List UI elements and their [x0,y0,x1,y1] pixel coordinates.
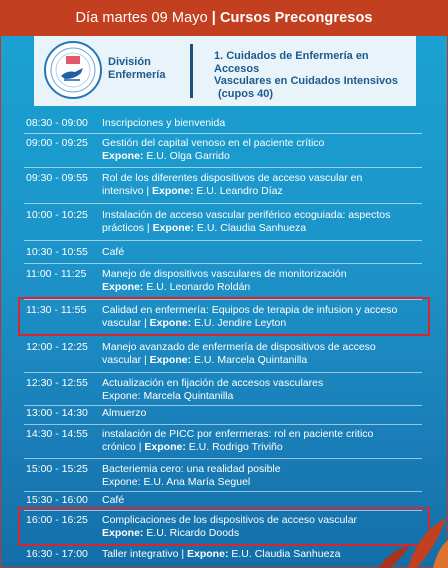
course-title-line1: 1. Cuidados de Enfermería en Accesos [214,50,369,75]
session-line [102,407,424,420]
session-time: 12:00 - 12:25 [26,341,88,353]
banner-date: Día martes 09 Mayo [75,10,208,26]
session-line [102,172,424,185]
session-description [102,377,424,402]
highlight-box [18,297,430,336]
session-time: 15:30 - 16:00 [26,494,88,506]
speaker-label: Expone: [149,316,192,329]
session-line [102,390,424,403]
session-time: 09:30 - 09:55 [26,172,88,184]
speaker-label: Expone: [149,353,192,366]
lamp-logo-icon [49,46,97,94]
row-divider [24,133,422,134]
session-text: prácticos | [102,221,153,234]
session-time: 10:30 - 10:55 [26,246,88,258]
speaker-label: Expone: [152,184,194,197]
session-line [102,117,424,130]
speaker-label: Expone: [102,526,144,539]
speaker-name: E.U. Jendire Leyton [191,316,287,329]
session-description [102,268,424,293]
session-text: Inscripciones y bienvenida [102,117,226,129]
speaker-name: E.U. Leandro Díaz [193,184,283,197]
speaker-name: E.U. Marcela Quintanilla [191,353,308,366]
session-text: instalación de PICC por enfermeras: rol en paciente critico [102,428,374,440]
speaker-label: Expone: [187,548,229,560]
division-label [108,56,165,82]
division-line1: División [108,56,151,68]
speaker-name: E.U. Claudia Sanhueza [194,221,307,234]
division-line2: Enfermería [108,69,166,81]
row-divider [24,405,422,406]
row-divider [24,372,422,373]
decorative-leaves [338,448,448,568]
session-time: 11:00 - 11:25 [26,268,87,280]
session-text: crónico | [102,440,145,453]
session-line [102,268,424,281]
session-text: Almuerzo [102,407,147,419]
session-line [102,185,424,198]
speaker-label: Expone: [152,221,194,234]
speaker-name: E.U. Rodrigo Triviño [185,440,283,453]
row-divider [24,424,422,425]
session-time: 11:30 - 11:55 [26,304,87,316]
session-time: 16:30 - 17:00 [26,548,88,560]
speaker-label: Expone: [102,149,144,162]
session-line [102,246,424,259]
session-text: vascular | [102,353,150,366]
session-line [102,209,424,222]
speaker-label: Expone: [144,440,186,453]
session-description [102,209,424,234]
session-line [102,341,424,354]
header-divider [190,44,193,98]
session-time: 09:00 - 09:25 [26,137,88,149]
session-text: Actualización en fijación de accesos vasculares [102,377,324,389]
session-text: Manejo de dispositivos vasculares de monitorización [102,268,347,280]
banner-event: Cursos Precongresos [219,10,373,26]
course-title-line2: Vasculares en Cuidados Intensivos [214,75,399,87]
row-divider [24,263,422,264]
banner-separator: | [211,10,216,26]
session-description [102,137,424,162]
speaker-name: E.U. Leonardo Roldán [143,280,251,293]
session-time: 10:00 - 10:25 [26,209,88,221]
row-divider [24,203,422,204]
session-text: Manejo avanzado de enfermería de dispositivos de acceso [102,341,376,353]
speaker-name: E.U. Ricardo Doods [143,526,240,539]
row-divider [24,240,422,241]
session-text: Café [102,494,125,506]
session-text: Complicaciones de los dispositivos de acceso vascular [102,514,358,526]
session-text: Rol de los diferentes dispositivos de acceso vascular en [102,172,363,184]
society-logo [44,41,102,99]
speaker-name: E.U. Claudia Sanhueza [228,548,341,560]
session-line [102,354,424,367]
session-time: 08:30 - 09:00 [26,117,88,129]
speaker-label: Expone: [102,280,144,293]
session-time: 14:30 - 14:55 [26,428,88,440]
session-line [102,281,424,294]
session-text: Calidad en enfermería: Equipos de terapia de infusion y acceso [102,304,398,316]
session-time: 15:00 - 15:25 [26,463,88,475]
session-text: Expone: E.U. Ana María Seguel [102,475,251,488]
session-time: 13:00 - 14:30 [26,407,88,419]
session-line [102,428,424,441]
session-line [102,377,424,390]
session-time: 16:00 - 16:25 [26,514,88,526]
session-description [102,407,424,420]
session-text: Café [102,246,125,258]
session-text: Instalación de acceso vascular periférico ecoguiada: aspectos [102,209,391,221]
session-text: Expone: Marcela Quintanilla [102,389,234,402]
session-text: Taller integrativo | [102,548,188,560]
session-text: vascular | [102,316,150,329]
session-line [102,222,424,235]
speaker-name: E.U. Olga Garrido [143,149,230,162]
session-text: intensivo | [102,184,153,197]
course-header-card [34,36,416,106]
session-description [102,341,424,366]
session-description [102,117,424,130]
row-divider [24,167,422,168]
session-time: 12:30 - 12:55 [26,377,88,389]
course-title [214,50,414,100]
course-title-line3: (cupos 40) [218,87,274,100]
session-description [102,172,424,197]
session-line [102,137,424,150]
session-description [102,246,424,259]
session-text: Bacteriemia cero: una realidad posible [102,463,281,475]
date-banner [0,0,448,36]
session-text: Gestión del capital venoso en el paciente crítico [102,137,325,149]
session-line [102,150,424,163]
